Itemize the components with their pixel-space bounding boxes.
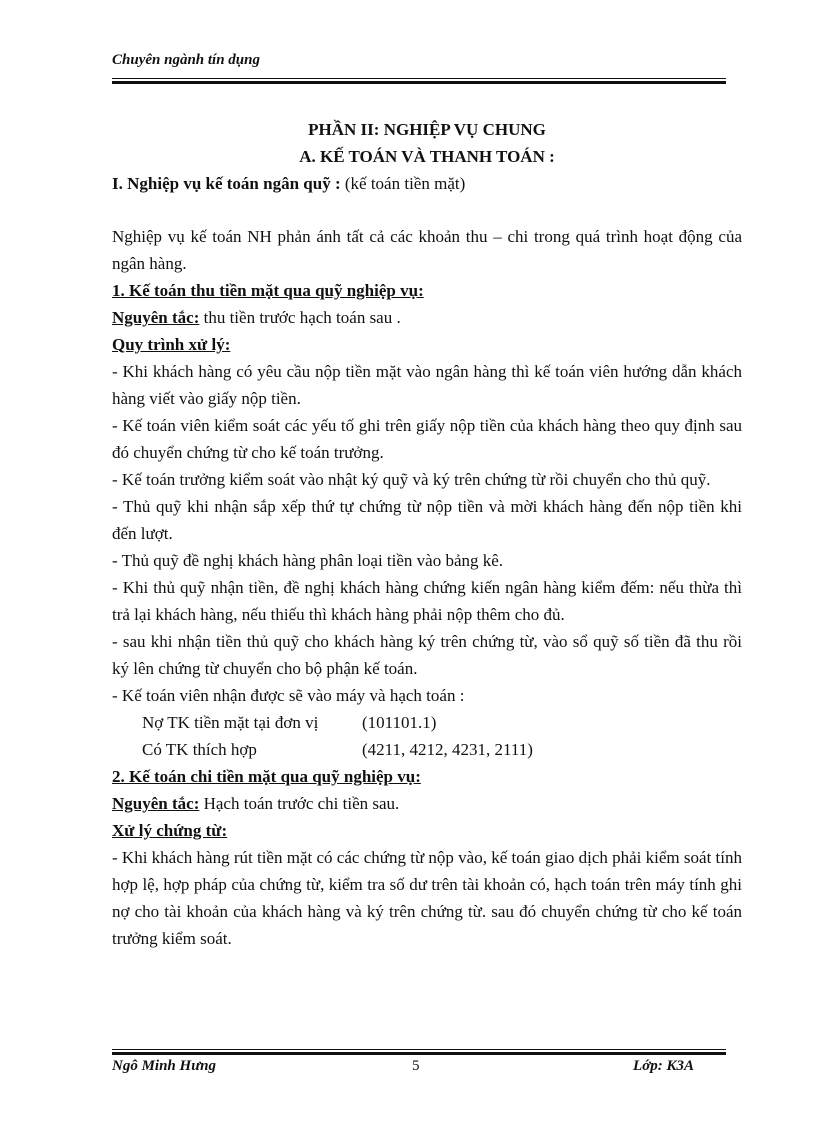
debit-entry-value: (101101.1) — [362, 713, 437, 732]
debit-entry — [142, 709, 742, 736]
part1-step: - Thủ quỹ đề nghị khách hàng phân loại tiền vào bảng kê. — [112, 551, 504, 570]
part1-process-label: Quy trình xử lý: — [112, 335, 231, 354]
part2-step: - Khi khách hàng rút tiền mặt có các chứng từ nộp vào, kế toán giao dịch phải kiểm soát tính hợp lệ, hợp pháp của chứng từ, kiểm tra số dư trên tài khoản có, hạch toán trên máy tính ghi nợ cho tài khoản của khách hàng và ký trên chứng từ. sau đó chuyển chứng từ cho kế toán trưởng kiểm soát. — [112, 848, 742, 948]
page-number: 5 — [412, 1058, 420, 1074]
part1-step: - sau khi nhận tiền thủ quỹ cho khách hàng ký trên chứng từ, vào sổ quỹ số tiền đã thu rồi ký lên chứng từ chuyển cho bộ phận kế toán. — [112, 632, 742, 678]
debit-entry-label: Nợ TK tiền mặt tại đơn vị — [142, 713, 319, 732]
footer-rule-thin — [112, 1049, 726, 1050]
page-body — [112, 116, 742, 952]
header-rule-thick — [112, 81, 726, 84]
part-title: PHẦN II: NGHIỆP VỤ CHUNG — [308, 120, 546, 139]
part2-heading: 2. Kế toán chi tiền mặt qua quỹ nghiệp vụ: — [112, 767, 421, 786]
footer-author: Ngô Minh Hưng — [112, 1058, 217, 1074]
part2-principle-text: Hạch toán trước chi tiền sau. — [199, 794, 400, 813]
header-rule-thin — [112, 78, 726, 79]
part1-step: - Kế toán viên nhận được sẽ vào máy và hạch toán : — [112, 686, 465, 705]
part1-heading: 1. Kế toán thu tiền mặt qua quỹ nghiệp vụ: — [112, 281, 424, 300]
section-title: A. KẾ TOÁN VÀ THANH TOÁN : — [299, 147, 555, 166]
credit-entry-value: (4211, 4212, 4231, 2111) — [362, 740, 533, 759]
footer-class: Lớp: K3A — [633, 1058, 694, 1074]
running-header: Chuyên ngành tín dụng — [112, 52, 260, 68]
part1-principle-text: thu tiền trước hạch toán sau . — [199, 308, 401, 327]
subsection-heading-note: (kế toán tiền mặt) — [340, 174, 466, 193]
part1-step: - Kế toán trưởng kiểm soát vào nhật ký quỹ và ký trên chứng từ rồi chuyển cho thủ quỹ. — [112, 470, 711, 489]
page-footer — [112, 1058, 726, 1080]
part1-principle — [112, 304, 742, 331]
part1-step: - Thủ quỹ khi nhận sắp xếp thứ tự chứng từ nộp tiền và mời khách hàng đến nộp tiền khi đến lượt. — [112, 497, 742, 543]
credit-entry-label: Có TK thích hợp — [142, 740, 257, 759]
credit-entry — [142, 736, 742, 763]
part2-principle-label: Nguyên tắc: — [112, 794, 200, 813]
part1-step: - Khi thủ quỹ nhận tiền, đề nghị khách hàng chứng kiến ngân hàng kiểm đếm: nếu thừa thì trả lại khách hàng, nếu thiếu thì khách hàng phải nộp thêm cho đủ. — [112, 578, 742, 624]
intro-paragraph: Nghiệp vụ kế toán NH phản ánh tất cả các khoản thu – chi trong quá trình hoạt động của ngân hàng. — [112, 227, 742, 273]
part1-step: - Khi khách hàng có yêu cầu nộp tiền mặt vào ngân hàng thì kế toán viên hướng dẫn khách hàng viết vào giấy nộp tiền. — [112, 362, 742, 408]
part2-process-label: Xử lý chứng từ: — [112, 821, 228, 840]
subsection-heading — [112, 170, 742, 197]
part1-step: - Kế toán viên kiểm soát các yếu tố ghi trên giấy nộp tiền của khách hàng theo quy định sau đó chuyển chứng từ cho kế toán trưởng. — [112, 416, 742, 462]
subsection-heading-bold: I. Nghiệp vụ kế toán ngân quỹ : — [112, 174, 341, 193]
part1-principle-label: Nguyên tắc: — [112, 308, 200, 327]
footer-rule-thick — [112, 1052, 726, 1055]
part2-principle — [112, 790, 742, 817]
